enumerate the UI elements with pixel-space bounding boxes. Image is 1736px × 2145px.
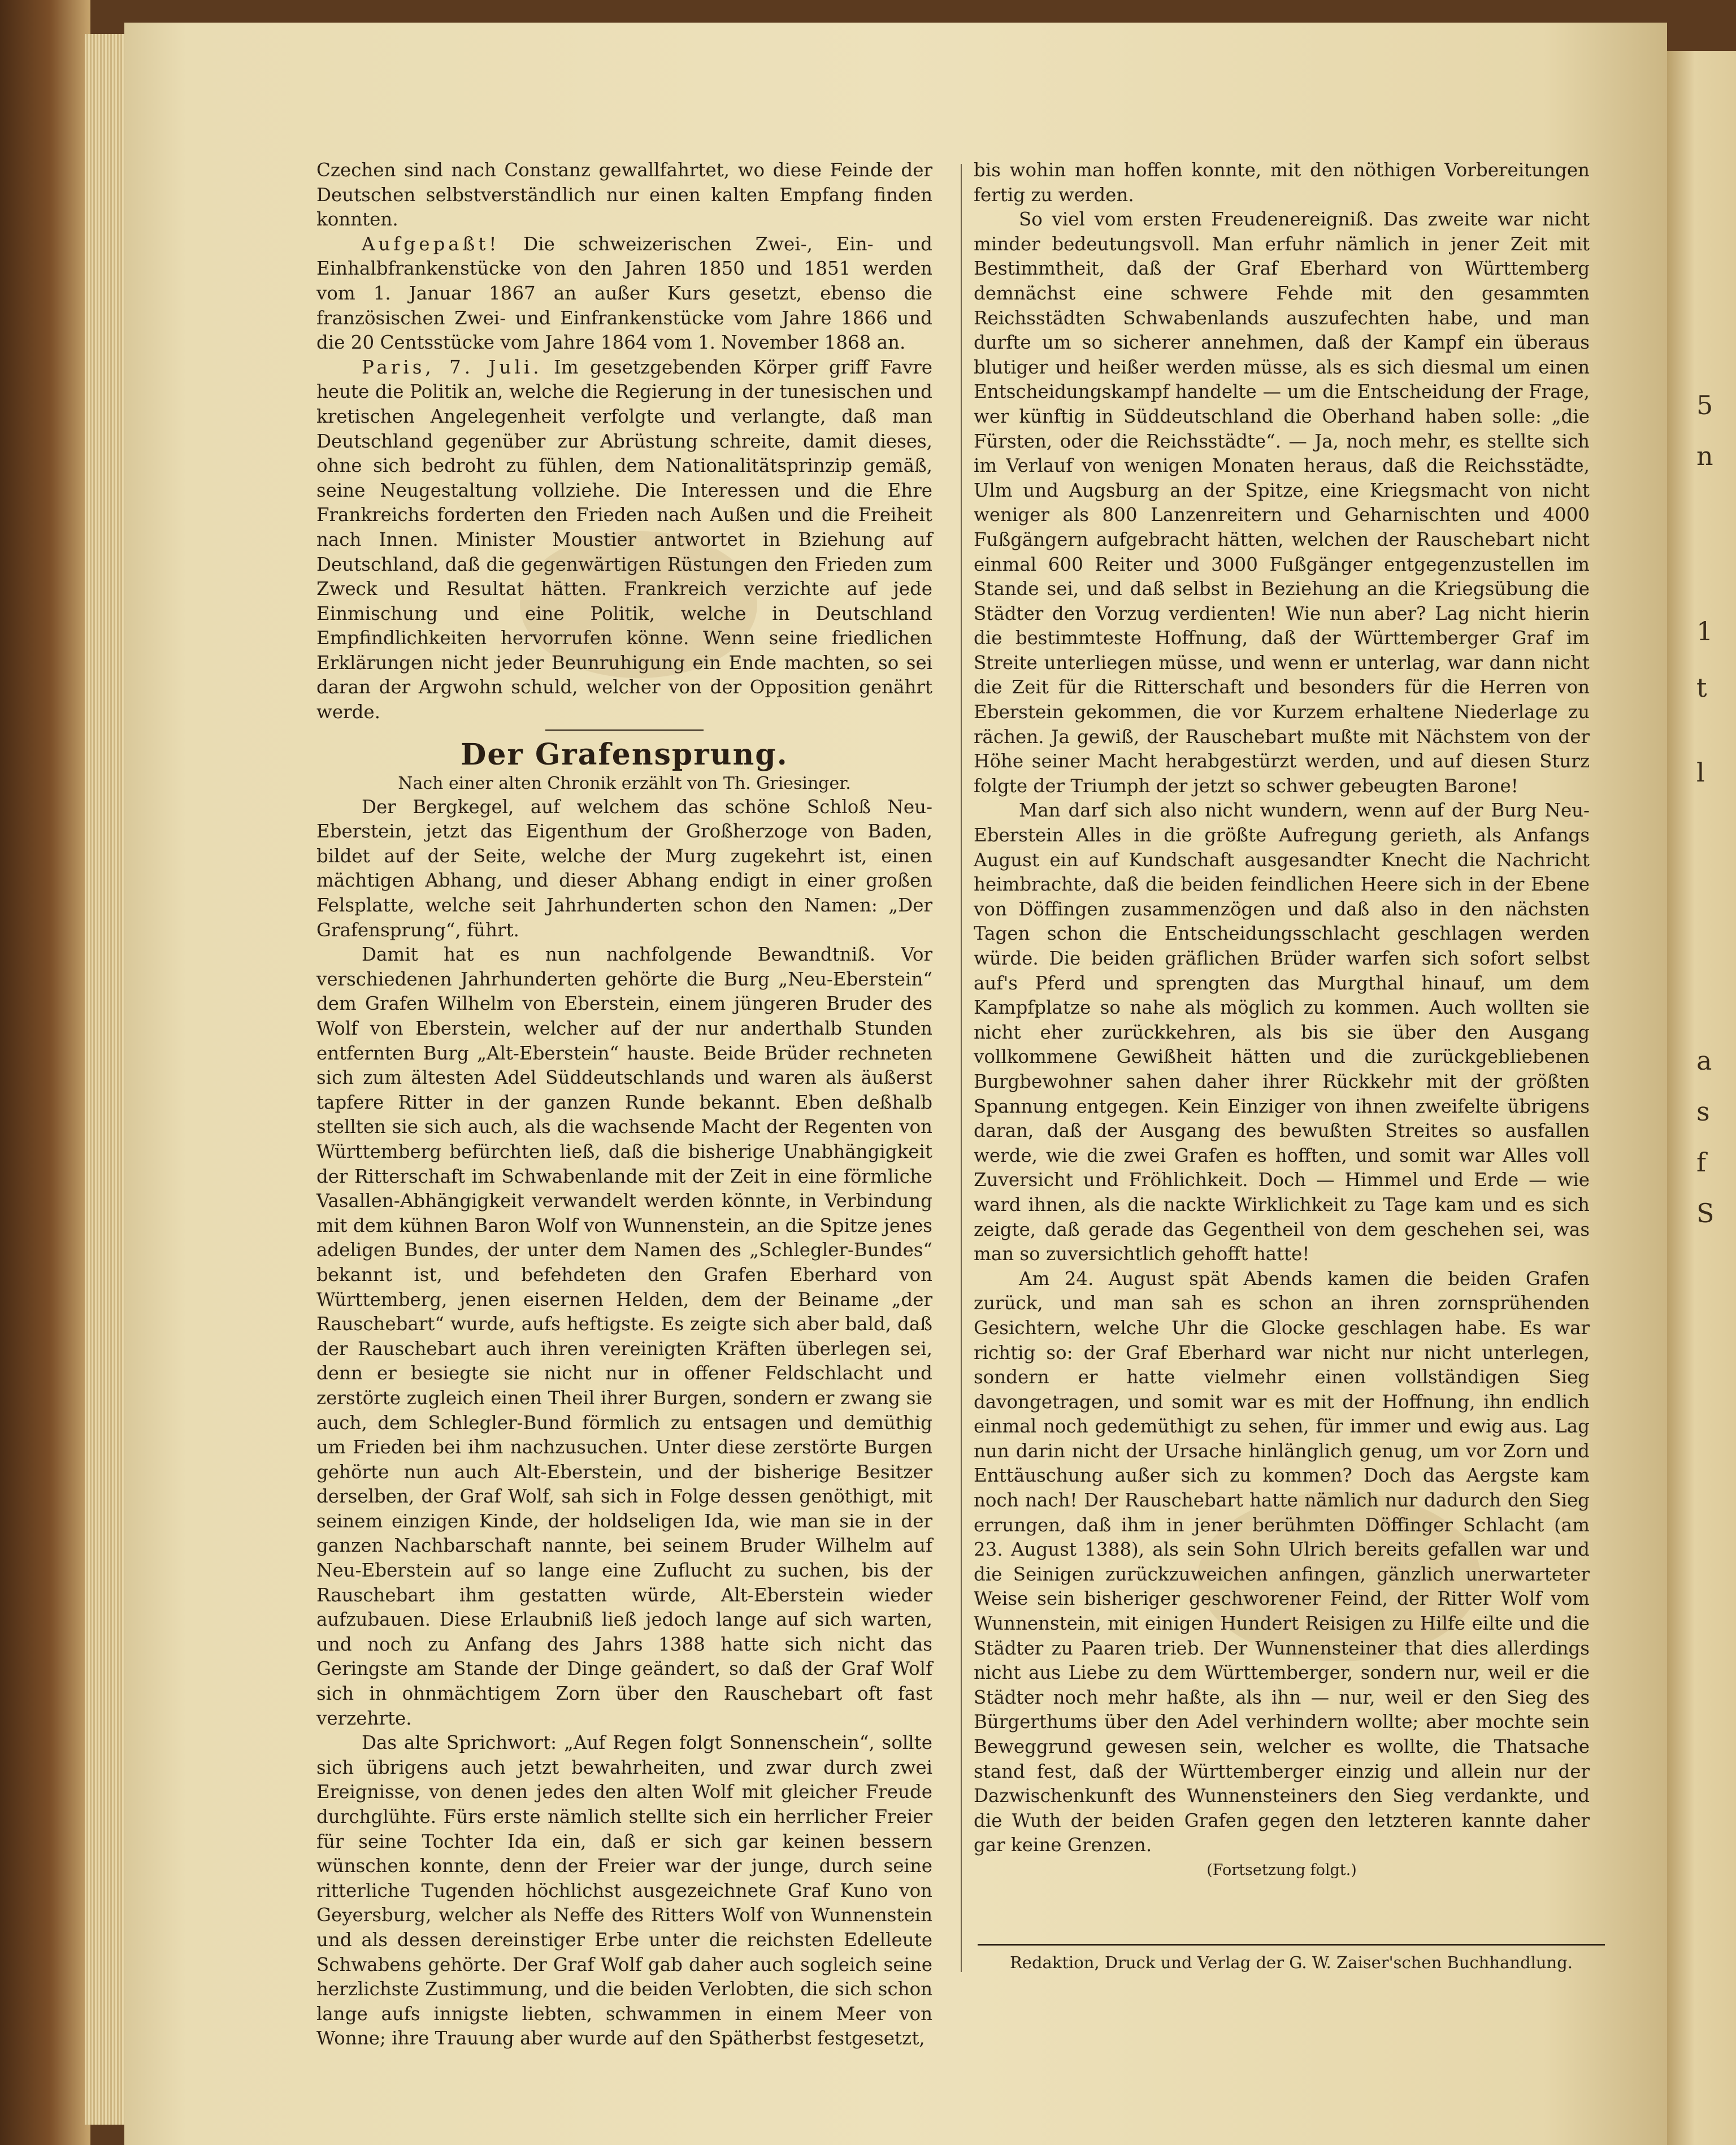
- story-subtitle: Nach einer alten Chronik erzählt von Th. Griesinger.: [398, 773, 851, 793]
- next-page-fragment: f: [1696, 1147, 1707, 1178]
- story-paragraph: Der Bergkegel, auf welchem das schöne Schloß Neu-Eberstein, jetzt das Eigenthum der Großherzoge von Baden, bildet auf der Seite, welche der Murg zugekehrt ist, einen mächtigen Abhang, und dieser Abhang endigt in einer großen Felsplatte, welche seit Jahrhunderten schon den Namen: „Der Grafensprung“, führt.: [316, 796, 932, 941]
- next-page-fragment: s: [1696, 1096, 1710, 1127]
- section-rule: [545, 730, 704, 731]
- next-page-fragment: S: [1696, 1198, 1715, 1228]
- next-page-edge: [1667, 51, 1736, 2145]
- news-lead: Paris, 7. Juli.: [362, 356, 542, 378]
- book-cover: [0, 0, 90, 2145]
- left-column: [316, 158, 932, 2050]
- story-paragraph: Damit hat es nun nachfolgende Bewandtniß. Vor verschiedenen Jahrhunderten gehörte die Burg „Neu-Eberstein“ dem Grafen Wilhelm von Eberstein, einem jüngeren Bruder des Wolf von Eberstein, welcher auf der nur anderthalb Stunden entfernten Burg „Alt-Eberstein“ hauste. Beide Brüder rechneten sich zum ältesten Adel Süddeutschlands und waren als äußerst tapfere Ritter in der ganzen Runde bekannt. Eben deßhalb stellten sie sich auch, als die wachsende Macht der Regenten von Württemberg befürchten ließ, daß die bisherige Unabhängigkeit der Ritterschaft im Schwabenlande mit der Zeit in eine förmliche Vasallen-Abhängigkeit verwandelt werden könnte, in Verbindung mit dem kühnen Baron Wolf von Wunnenstein, an die Spitze jenes adeligen Bundes, der unter dem Namen des „Schlegler-Bundes“ bekannt ist, und befehdeten den Grafen Eberhard von Württemberg, jenen eisernen Helden, dem der Beiname „der Rauschebart“ wurde, aufs heftigste. Es zeigte sich aber bald, daß der Rauschebart auch ihren vereinigten Kräften überlegen sei, denn er besiegte sie nicht nur in offener Feldschlacht und zerstörte zugleich einen Theil ihrer Burgen, sondern er zwang sie auch, dem Schlegler-Bund förmlich zu entsagen und demüthig um Frieden bei ihm nachzusuchen. Unter diese zerstörte Burgen gehörte nun auch Alt-Eberstein, und der bisherige Besitzer derselben, der Graf Wolf, sah sich in Folge dessen genöthigt, mit seinem einzigen Kinde, der holdseligen Ida, wie man sie in der ganzen Nachbarschaft nannte, bei seinem Bruder Wilhelm auf Neu-Eberstein auf so lange eine Zuflucht zu suchen, bis der Rauschebart ihm gestatten würde, Alt-Eberstein wieder aufzubauen. Diese Erlaubniß ließ jedoch lange auf sich warten, und noch zu Anfang des Jahrs 1388 hatte sich nicht das Geringste am Stande der Dinge geändert, so daß der Graf Wolf sich in ohnmächtigem Zorn über den Rauschebart oft fast verzehrte.: [316, 944, 932, 1729]
- news-paragraph: Czechen sind nach Constanz gewallfahrtet, wo diese Feinde der Deutschen selbstverständlich nur einen kalten Empfang finden konnten.: [316, 159, 932, 231]
- next-page-fragment: l: [1696, 757, 1705, 788]
- story-paragraph: So viel vom ersten Freudenereigniß. Das zweite war nicht minder bedeutungsvoll. Man erfuhr nämlich in jener Zeit mit Bestimmtheit, daß der Graf Eberhard von Württemberg demnächst eine schwere Fehde mit den gesammten Reichsstädten Schwabenlands auszufechten habe, und man durfte um so sicherer annehmen, daß der Kampf ein überaus blutiger und heißer werden müsse, als es sich diesmal um einen Entscheidungskampf handelte — um die Entscheidung der Frage, wer künftig in Süddeutschland die Oberhand haben solle: „die Fürsten, oder die Reichsstädte“. — Ja, noch mehr, es stellte sich im Verlauf von wenigen Monaten heraus, daß die Reichsstädte, Ulm und Augsburg an der Spitze, eine Kriegsmacht von nicht weniger als 800 Lanzenreitern und Geharnischten und 4000 Fußgängern aufgebracht hätten, welchen der Rauschebart nicht einmal 600 Reiter und 3000 Fußgänger entgegenzustellen im Stande sei, und daß selbst in Beziehung an die Kriegsübung die Städter den Vorzug verdienten! Wie nun aber? Lag nicht hierin die bestimmteste Hoffnung, daß der Württemberger Graf im Streite unterliegen müsse, und wenn er unterlag, war dann nicht die Zeit für die Ritterschaft und besonders für die Herren von Eberstein gekommen, die vor Kurzem erhaltene Niederlage zu rächen. Ja gewiß, der Rauschebart mußte mit Nächstem von der Höhe seiner Macht herabgestürzt werden, und auf diesen Sturz folgte der Triumph der jetzt so schwer gebeugten Barone!: [974, 209, 1590, 797]
- story-paragraph: Am 24. August spät Abends kamen die beiden Grafen zurück, und man sah es schon an ihren zornsprühenden Gesichtern, welche Uhr die Glocke geschlagen habe. Es war richtig so: der Graf Eberhard war nicht nur nicht unterlegen, sondern er hatte vielmehr einen vollständigen Sieg davongetragen, und somit war es mit der Hoffnung, ihn endlich einmal noch gedemüthigt zu sehen, für immer und ewig aus. Lag nun darin nicht der Ursache hinlänglich genug, um vor Zorn und Enttäuschung außer sich zu kommen? Doch das Aergste kam noch nach! Der Rauschebart hatte nämlich nur dadurch den Sieg errungen, daß ihm in jener berühmten Döffinger Schlacht (am 23. August 1388), als sein Sohn Ulrich bereits gefallen war und die Seinigen zurückzuweichen anfingen, gänzlich unerwarteter Weise sein bisheriger geschworener Feind, der Ritter Wolf vom Wunnenstein, mit einigen Hundert Reisigen zu Hilfe eilte und die Städter zu Paaren trieb. Der Wunnensteiner that dies allerdings nicht aus Liebe zu dem Württemberger, sondern nur, weil er die Städter noch mehr haßte, als ihn — nur, weil er den Sieg des Bürgerthums über den Adel verhindern wollte; aber mochte sein Beweggrund gewesen sein, welcher es wollte, die Thatsache stand fest, daß der Württemberger einzig und allein nur der Dazwischenkunft des Wunnensteiners den Sieg verdankte, und die Wuth der beiden Grafen gegen den letzteren kannte daher gar keine Grenzen.: [974, 1267, 1590, 1856]
- next-page-fragment: 1: [1696, 616, 1713, 646]
- news-paragraph: Aufgepaßt! Die schweizerischen Zwei-, Ein- und Einhalbfrankenstücke von den Jahren 1850 und 1851 werden vom 1. Januar 1867 an außer Kurs gesetzt, ebenso die französischen Zwei- und Einfrankenstücke vom Jahre 1866 und die 20 Centsstücke vom Jahre 1864 vom 1. November 1868 an.: [316, 233, 932, 354]
- story-paragraph: Man darf sich also nicht wundern, wenn auf der Burg Neu-Eberstein Alles in die größte Aufregung gerieth, als Anfangs August ein auf Kundschaft ausgesandter Knecht die Nachricht heimbrachte, daß die beiden feindlichen Heere sich in der Ebene von Döffingen zusammenzögen und daß also in den nächsten Tagen schon die Entscheidungsschlacht geschlagen werden würde. Die beiden gräflichen Brüder warfen sich sofort selbst auf's Pferd und sprengten das Murgthal hinauf, um dem Kampfplatze so nahe als möglich zu kommen. Auch wollten sie nicht eher zurückkehren, als bis sie über den Ausgang vollkommene Gewißheit hätten und die zurückgebliebenen Burgbewohner sahen daher ihrer Rückkehr mit der größten Spannung entgegen. Kein Einziger von ihnen zweifelte übrigens daran, daß der Ausgang des bewußten Streites so ausfallen werde, wie die zwei Grafen es hofften, und somit war Alles voll Zuversicht und Fröhlichkeit. Doch — Himmel und Erde — wie ward ihnen, als die nackte Wirklichkeit zu Tage kam und es sich zeigte, daß gerade das Gegentheil von dem geschehen sei, was man so zuversichtlich gehofft hatte!: [974, 800, 1590, 1265]
- column-divider: [961, 164, 962, 1972]
- news-lead: Aufgepaßt!: [362, 233, 500, 255]
- right-column: [974, 158, 1590, 1972]
- footer-rule: [978, 1944, 1605, 1946]
- story-paragraph: Das alte Sprichwort: „Auf Regen folgt Sonnenschein“, sollte sich übrigens auch jetzt bewahrheiten, und zwar durch zwei Ereignisse, von denen jedes den alten Wolf mit gleicher Freude durchglühte. Fürs erste nämlich stellte sich ein herrlicher Freier für seine Tochter Ida ein, daß er sich gar keinen bessern wünschen konnte, denn der Freier war der junge, durch seine ritterliche Tugenden höchlichst ausgezeichnete Graf Kuno von Geyersburg, welcher als Neffe des Ritters Wolf von Wunnenstein und als dessen dereinstiger Erbe unter die reichsten Edelleute Schwabens gehörte. Der Graf Wolf gab daher auch sogleich seine herzlichste Zustimmung, und die beiden Verlobten, die sich schon lange aufs innigste liebten, schwammen in einem Meer von Wonne; ihre Trauung aber wurde auf den Spätherbst festgesetzt,: [316, 1732, 932, 2050]
- imprint: Redaktion, Druck und Verlag der G. W. Zaiser'schen Buchhandlung.: [1009, 1953, 1573, 1972]
- story-paragraph: bis wohin man hoffen konnte, mit den nöthigen Vorbereitungen fertig zu werden.: [974, 159, 1590, 206]
- next-page-fragment: a: [1696, 1045, 1712, 1076]
- next-page-fragment: 5: [1696, 390, 1713, 420]
- continued-note: (Fortsetzung folgt.): [1206, 1861, 1357, 1879]
- news-paragraph: Paris, 7. Juli. Im gesetzgebenden Körper griff Favre heute die Politik an, welche die Regierung in der tunesischen und kretischen Angelegenheit verfolgte und verlangte, daß man Deutschland gegenüber zur Abrüstung schreite, damit dieses, ohne sich bedroht zu fühlen, dem Nationalitätsprinzip gemäß, seine Neugestaltung vollziehe. Die Interessen und die Ehre Frankreichs forderten den Frieden nach Außen und die Freiheit nach Innen. Minister Moustier antwortet in Bziehung auf Deutschland, daß die gegenwärtigen Rüstungen den Frieden zum Zweck und Resultat hätten. Frankreich verzichte auf jede Einmischung und eine Politik, welche in Deutschland Empfindlichkeiten hervorrufen könne. Wenn seine friedlichen Erklärungen nicht jeder Beunruhigung ein Ende machten, so sei daran der Argwohn schuld, welcher von der Opposition genährt werde.: [316, 356, 932, 723]
- next-page-fragment: t: [1696, 672, 1707, 703]
- next-page-fragment: n: [1696, 441, 1713, 471]
- page-stack-edge: [85, 34, 130, 2125]
- story-title: Der Grafensprung.: [461, 737, 788, 772]
